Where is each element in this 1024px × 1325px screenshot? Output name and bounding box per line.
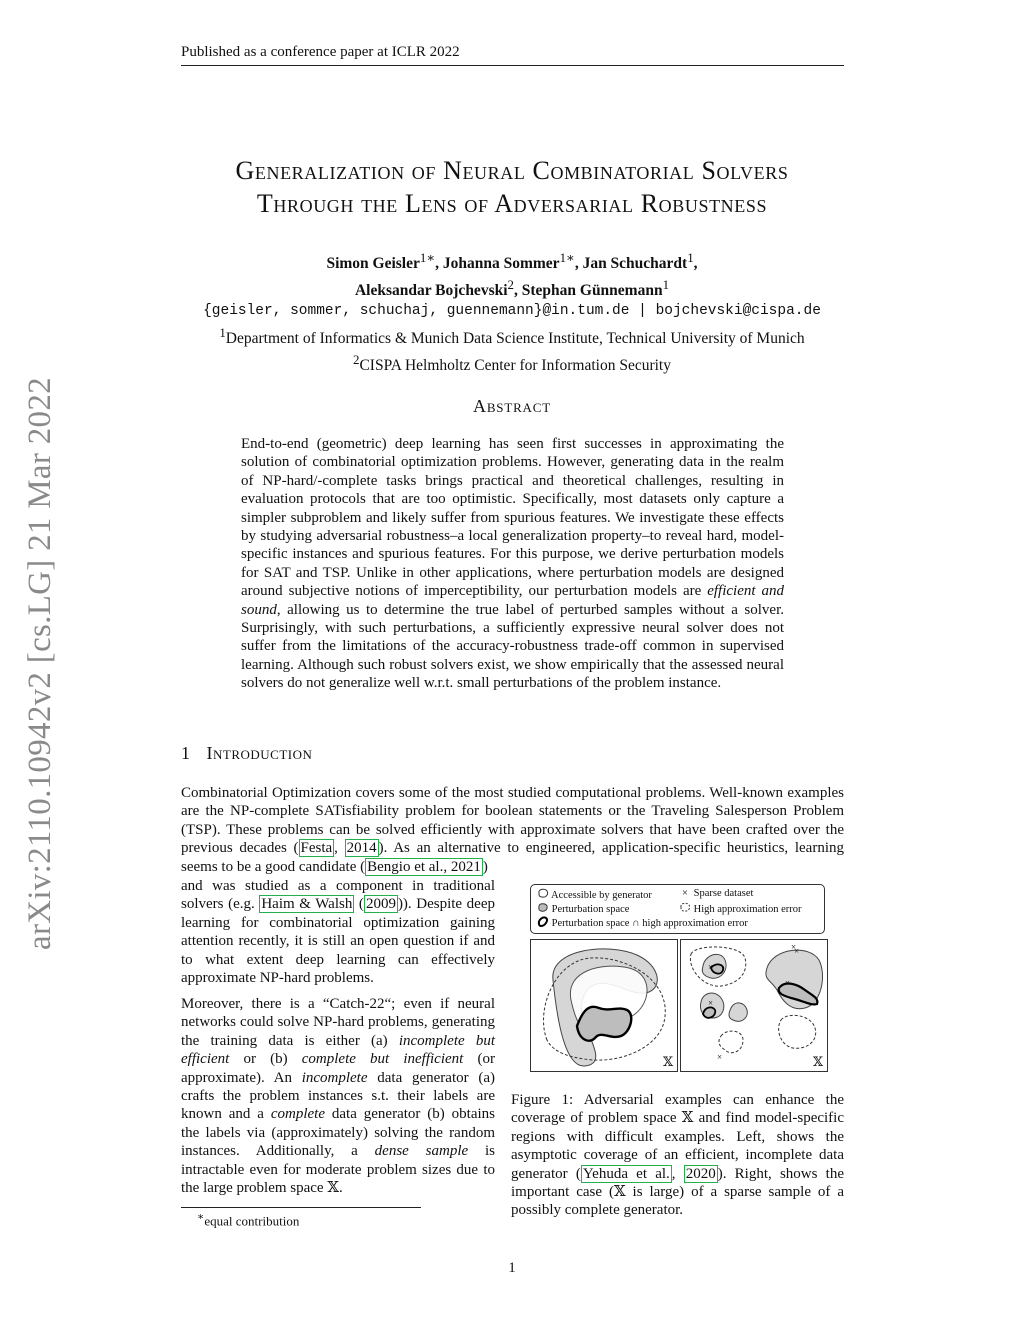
- affiliation-1: [150, 322, 874, 349]
- space-symbol-right: 𝕏: [813, 1054, 824, 1069]
- legend-label: Perturbation space: [551, 904, 630, 915]
- author-affil-mark: 1: [687, 250, 694, 265]
- citation-link[interactable]: 2009: [365, 896, 396, 913]
- authors-line-1: Simon Geisler$^{1∗}$, Johanna Sommer$^{1∗}$, Jan Schuchardt$^1$,: [326, 250, 698, 273]
- intro-paragraph-1: Combinatorial Optimization covers some of the most studied computational problems. Well-known examples are the NP-complete SATisfiability problem for boolean statements or the Traveling Salesperson Problem (TSP). These problems can be solved efficiently with approximate solvers that have been crafted over the previous decades ( Festa , 2014 ). As an alternative to engineered, application-specific heuristics, learning seems to be a good candidate ( Bengio et al., 2021 ): [181, 785, 845, 875]
- legend-label: High approximation error: [693, 904, 802, 915]
- sample-cross: ×: [794, 946, 800, 956]
- legend-item-intersection: [537, 916, 748, 929]
- footnote-mark: ∗: [197, 1211, 205, 1223]
- citation-link[interactable]: 2014: [346, 840, 377, 857]
- affiliation-text: Department of Informatics & Munich Data Science Institute, Technical University of Munich: [225, 330, 805, 348]
- legend-item-sparse: [679, 888, 753, 899]
- author-block: [150, 247, 874, 377]
- footnote-rule: [181, 1207, 421, 1208]
- author-affil-mark: 1∗: [419, 250, 436, 265]
- sample-cross: ×: [791, 942, 797, 952]
- abstract-text: End-to-end (geometric) deep learning has seen first successes in approximating the solution of combinatorial optimization problems. However, generating data in the realm of NP-hard/-complete tasks brings practical and theoretical challenges, resulting in evaluation protocols that are too optimistic. Specifically, most datasets only capture a simpler subproblem and likely suffer from spurious features. We investigate these effects by studying adversarial robustness–a local generalization property–to reveal hard, model-specific instances and spurious features. For this purpose, we derive perturbation models for SAT and TSP. Unlike in other applications, where perturbation models are designed around subjective notions of imperceptibility, our perturbation models are: [241, 436, 784, 600]
- citation-link[interactable]: 2020: [685, 1165, 716, 1182]
- perturbation-region-icon: [537, 902, 549, 913]
- citation-link[interactable]: Festa: [300, 840, 333, 857]
- cross-icon: ×: [682, 888, 688, 899]
- author-affil-mark: 1∗: [559, 250, 575, 265]
- abstract-heading: Abstract: [473, 396, 551, 416]
- citation-link[interactable]: Haim & Walsh: [261, 896, 353, 913]
- intersection-region-icon: [537, 916, 549, 927]
- running-header: Published as a conference paper at ICLR 2022: [181, 44, 844, 66]
- citation-link[interactable]: Bengio et al., 2021: [367, 858, 481, 875]
- legend-label: Accessible by generator: [551, 890, 652, 901]
- high-error-region-icon: [679, 902, 691, 913]
- affil-mark: 2: [353, 352, 360, 368]
- space-symbol-left: 𝕏: [663, 1054, 674, 1069]
- legend-label: Perturbation space ∩ high approximation error: [551, 918, 748, 929]
- title-line-2: Through the Lens of Adversarial Robustness: [256, 189, 768, 218]
- author-name: Stephan Günnemann: [521, 282, 663, 300]
- intro-paragraph-2: and was studied as a component in traditional solvers (e.g. Haim & Walsh ( 2009 )). Despite deep learning for combinatorial optimization gaining attention recently, it is still an open question if and to what extent deep learning can effectively approximate NP-hard problems.: [181, 878, 495, 987]
- legend-label: Sparse dataset: [693, 888, 754, 899]
- section-heading: [181, 743, 328, 764]
- arxiv-identifier[interactable]: arXiv:2110.10942v2 [cs.LG] 21 Mar 2022: [22, 377, 58, 950]
- figure-legend: [530, 884, 825, 934]
- intro-paragraph-3: Moreover, there is a “Catch-22“; even if neural networks could solve NP-hard problems, generating the training data is either (a) incomplete but efficient or (b) complete but inefficient (or approximate). An incomplete data generator (a) crafts the problem instances s.t. their labels are known and a complete data generator (b) obtains the labels via (approximately) solving the random instances. Additionally, a dense sample is intractable even for moderate problem sizes due to the large problem space 𝕏.: [181, 996, 495, 1197]
- figure-panel-left: [530, 939, 678, 1072]
- accessible-region-icon: [537, 888, 549, 899]
- citation-link[interactable]: Yehuda et al.: [582, 1165, 670, 1182]
- legend-item-accessible: [537, 888, 652, 901]
- legend-item-perturbation: [537, 902, 629, 915]
- author-emails: {geisler, sommer, schuchaj, guennemann}@in.tum.de | bojchevski@cispa.de: [203, 303, 821, 320]
- coverage-diagram-left: [531, 940, 677, 1071]
- authors-line-2: Aleksandar Bojchevski$^2$, Stephan Günnemann$^1$: [354, 277, 670, 300]
- legend-item-high-error: [679, 902, 802, 915]
- author-name: Jan Schuchardt: [582, 255, 688, 273]
- author-affil-mark: 1: [662, 277, 670, 293]
- section-title: Introduction: [206, 743, 313, 763]
- footnote: [197, 1210, 299, 1229]
- footnote-text: equal contribution: [204, 1213, 300, 1229]
- author-name: Johanna Sommer: [442, 255, 560, 273]
- author-name: Simon Geisler: [326, 255, 420, 273]
- sample-cross: ×: [708, 998, 714, 1008]
- abstract-emphasis: efficient and sound: [241, 583, 784, 618]
- sample-cross: ×: [785, 978, 791, 988]
- abstract-body: [241, 435, 784, 693]
- figure-panel-right: [680, 939, 828, 1072]
- affil-mark: 1: [219, 325, 226, 341]
- title-line-1: Generalization of Neural Combinatorial Solvers: [235, 156, 789, 185]
- sample-cross: ×: [708, 962, 714, 972]
- coverage-diagram-right: [681, 940, 827, 1071]
- author-name: Aleksandar Bojchevski: [354, 282, 508, 300]
- paper-title: [150, 154, 874, 220]
- sample-cross: ×: [717, 1052, 723, 1062]
- author-affil-mark: 2: [507, 277, 514, 293]
- page-number: 1: [508, 1260, 516, 1276]
- section-number: 1: [181, 743, 191, 763]
- affiliation-2: [150, 349, 874, 376]
- abstract-text: , allowing us to determine the true label of perturbed samples without a solver. Surprisingly, with such perturbations, a sufficiently expressive neural solver does not suffer from the limitations of the accuracy-robustness trade-off common in supervised learning. Although such robust solvers exist, we show empirically that the assessed neural solvers do not generalize well w.r.t. small perturbations of the problem instance.: [241, 601, 784, 692]
- figure-caption: Figure 1: Adversarial examples can enhance the coverage of problem space 𝕏 and find model-specific regions with difficult examples. Left, shows the asymptotic coverage of an efficient, incomplete data generator ( Yehuda et al. , 2020 ). Right, shows the important case (𝕏 is large) of a sparse sample of a possibly complete generator.: [511, 1092, 844, 1219]
- affiliation-text: CISPA Helmholtz Center for Information Security: [359, 357, 671, 375]
